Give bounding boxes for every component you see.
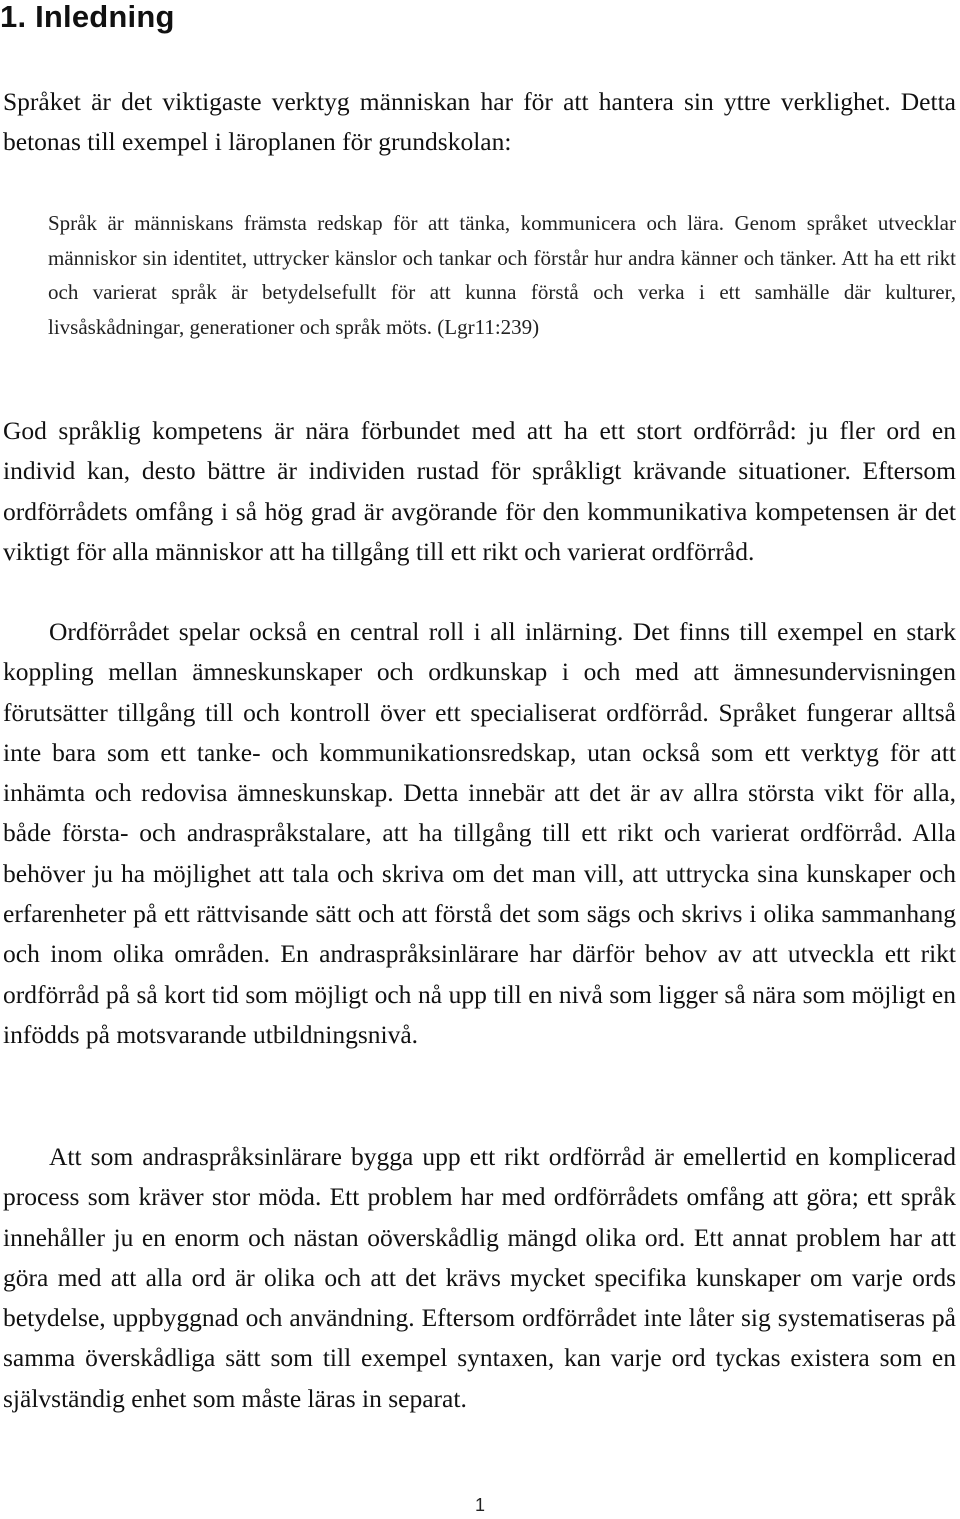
- body-paragraph-1: God språklig kompetens är nära förbundet med att ha ett stort ordförråd: ju fler ord en individ kan, desto bättre är individen rustad för språkligt krävande situationer. Eftersom ordförrådets omfång i så hög grad är avgörande för den kommunikativa kompetensen är det viktigt för alla människor att ha tillgång till ett rikt och varierat ordförråd.: [3, 416, 956, 566]
- intro-paragraph: Språket är det viktigaste verktyg människan har för att hantera sin yttre verklighet. Detta betonas till exempel i läroplanen för grundskolan:: [3, 87, 956, 157]
- page-number: 1: [474, 1495, 485, 1515]
- section-heading: 1. Inledning: [0, 0, 175, 34]
- body-paragraph-2: Ordförrådet spelar också en central roll i all inlärning. Det finns till exempel en stark koppling mellan ämneskunskaper och ordkunskap i och med att ämnesundervisningen förutsätter tillgång till och kontroll över ett specialiserat ordförråd. Språket fungerar alltså inte bara som ett tanke- och kommunikationsredskap, utan också som ett verktyg för att inhämta och redovisa ämneskunskap. Detta innebär att det är av allra största vikt för alla, både första- och andraspråkstalare, att ha tillgång till ett rikt och varierat ordförråd. Alla behöver ju ha möjlighet att tala och skriva om det man vill, att uttrycka sina kunskaper och erfarenheter på ett rättvisande sätt och att förstå det som sägs och skrivs i olika sammanhang och inom olika områden. En andraspråksinlärare har därför behov av att utveckla ett rikt ordförråd på så kort tid som möjligt och nå upp till en nivå som ligger så nära som möjligt en infödds på motsvarande utbildningsnivå.: [3, 617, 956, 1049]
- body-paragraph-3: Att som andraspråksinlärare bygga upp ett rikt ordförråd är emellertid en komplicerad process som kräver stor möda. Ett problem har med ordförrådets omfång att göra; ett språk innehåller ju en enorm och nästan oöverskådlig mängd olika ord. Ett annat problem har att göra med att alla ord är olika och att det krävs mycket specifika kunskaper om varje ords betydelse, uppbyggnad och användning. Eftersom ordförrådet inte låter sig systematiseras på samma överskådliga sätt som till exempel syntaxen, kan varje ord tyckas existera som en självständig enhet som måste läras in separat.: [3, 1142, 956, 1413]
- block-quote: Språk är människans främsta redskap för att tänka, kommunicera och lära. Genom språket utvecklar människor sin identitet, uttrycker känslor och tankar och förstår hur andra känner och tänker. Att ha ett rikt och varierat språk är betydelsefullt för att kunna förstå och verka i ett samhälle där kulturer, livsåskådningar, generationer och språk möts. (Lgr11:239): [48, 211, 956, 339]
